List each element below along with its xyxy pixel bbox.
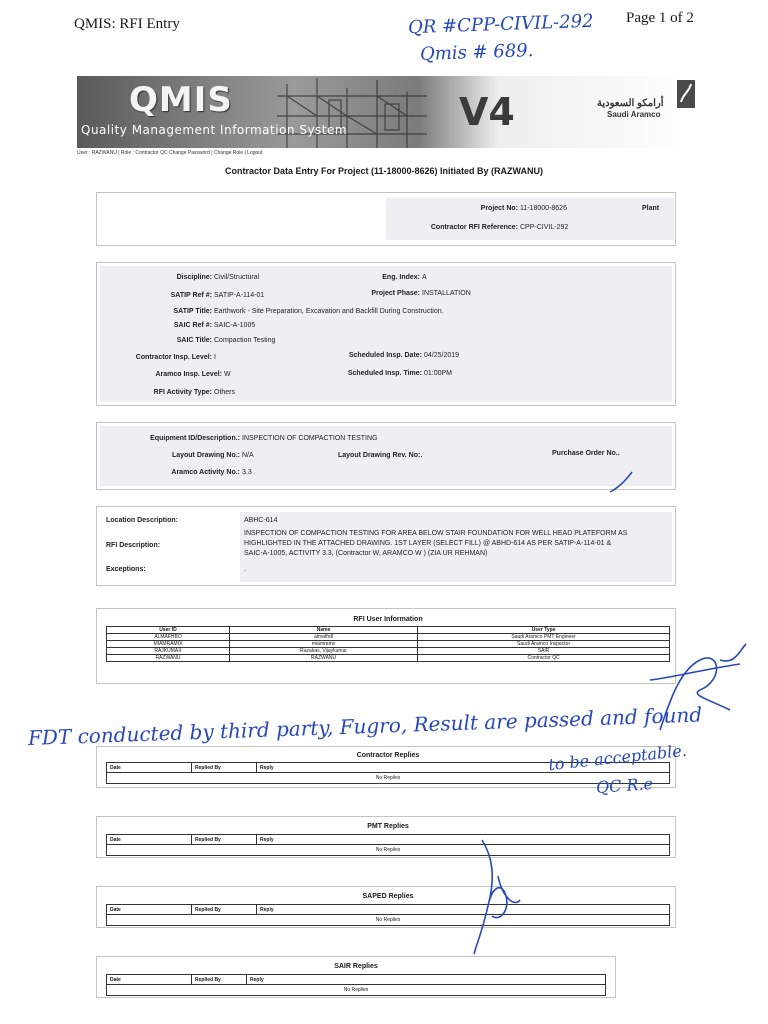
exceptions-value: .	[244, 566, 246, 573]
page-number: Page 1 of 2	[626, 10, 694, 26]
cell-user-id: RAJKUMAX	[107, 648, 230, 655]
qmis-banner	[77, 76, 697, 148]
rfi-ref-value: CPP-CIVIL-292	[520, 224, 569, 231]
sair-replies-table	[106, 974, 606, 996]
eng-index-value: A	[422, 274, 427, 281]
handwritten-signature-top	[640, 640, 750, 740]
saic-title-label: SAIC Title:	[176, 337, 212, 344]
aramco-logo-icon	[677, 80, 695, 108]
location-value: ABHC-614	[244, 517, 278, 524]
handwritten-qmis-number: Qmis # 689.	[419, 40, 534, 65]
rfi-description-line-3: SAIC-A-1005, ACTIVITY 3.3, (Contractor W, ARAMCO W ) (ZIA UR REHMAN)	[244, 550, 488, 557]
saped-replies-caption: SAPED Replies	[362, 893, 414, 900]
location-label: Location Description:	[106, 517, 178, 524]
col-user-type: User Type	[418, 627, 670, 634]
activity-type-label: RFI Activity Type:	[153, 389, 212, 396]
cell-user-type: Saudi Aramco Inspector	[418, 641, 670, 648]
col-user-id: User ID	[107, 627, 230, 634]
equipment-value: INSPECTION OF COMPACTION TESTING	[242, 435, 378, 442]
satip-ref-label: SATIP Ref #:	[170, 292, 212, 299]
satip-ref-value: SATIP-A-114-01	[214, 292, 265, 299]
location-panel	[240, 512, 672, 582]
col-reply: Reply	[260, 765, 274, 771]
aramco-level-value: W	[224, 371, 231, 378]
equipment-label: Equipment ID/Description.:	[150, 435, 240, 442]
saic-ref-value: SAIC-A-1005	[214, 322, 256, 329]
col-reply: Reply	[260, 907, 274, 913]
plant-label: Plant	[642, 205, 660, 212]
activity-type-value: Others	[214, 389, 236, 396]
table-row	[107, 648, 670, 655]
saic-ref-label: SAIC Ref #:	[173, 322, 212, 329]
no-replies-text: No Replies	[375, 775, 401, 781]
sched-date-label: Scheduled Insp. Date:	[348, 352, 422, 359]
aramco-name-arabic: أرامكو السعودية	[597, 98, 664, 109]
sair-replies-caption: SAIR Replies	[334, 963, 378, 970]
entry-heading: Contractor Data Entry For Project (11-18000-8626) Initiated By (RAZWANU)	[224, 166, 544, 176]
activity-no-value: 3.3	[242, 469, 252, 476]
discipline-value: Civil/Structural	[214, 274, 260, 281]
cell-user-id: ALMAFHBO	[107, 634, 230, 641]
handwritten-note-line-3: QC R.e	[595, 774, 654, 797]
col-date: Date	[107, 975, 192, 984]
handwritten-signature-middle	[462, 836, 522, 956]
aramco-name-english: Saudi Aramco	[607, 110, 661, 119]
rfi-description-line-2: HIGHLIGHTED IN THE ATTACHED DRAWING. 1ST LAYER (SELECT FILL) @ ABHD-614 AS PER SATIP-A-114-01 &	[244, 540, 612, 547]
col-name: Name	[229, 627, 417, 634]
project-phase-label: Project Phase:	[371, 290, 420, 297]
user-info-table	[106, 626, 670, 662]
layout-no-label: Layout Drawing No.:	[171, 452, 240, 459]
table-header-row	[107, 627, 670, 634]
table-row	[107, 641, 670, 648]
user-bar: User : RAZWANU | Role : Contractor QC Change Password | Change Role | Logout	[77, 150, 263, 156]
cell-name: almafhdl	[229, 634, 417, 641]
sched-date-value: 04/25/2019	[424, 352, 460, 359]
rfi-description-label: RFI Description:	[106, 542, 161, 549]
qmis-subtitle: Quality Management Information System	[81, 123, 348, 137]
handwritten-note: FDT conducted by third party, Fugro, Result are passed and found	[27, 702, 703, 750]
print-title: QMIS: RFI Entry	[74, 16, 180, 32]
cell-user-type: SAIR	[418, 648, 670, 655]
cell-user-type: Saudi Aramco PMT Engineer	[418, 634, 670, 641]
col-replied-by: Replied By	[192, 905, 257, 914]
cell-name: miamramx	[229, 641, 417, 648]
aramco-level-label: Aramco Insp. Level:	[155, 371, 222, 378]
discipline-label: Discipline:	[176, 274, 212, 281]
eng-index-label: Eng. Index:	[382, 274, 420, 281]
sched-time-label: Scheduled Insp. Time:	[347, 370, 422, 377]
contractor-replies-caption: Contractor Replies	[356, 752, 420, 759]
handwritten-tick-mark	[606, 470, 636, 494]
project-no-value: 11-18000-8626	[520, 205, 567, 212]
sched-time-value: 01:00PM	[424, 370, 453, 377]
saped-replies-table	[106, 904, 670, 926]
qmis-logo: QMIS	[129, 80, 233, 120]
no-replies-text: No Replies	[375, 847, 401, 853]
activity-no-label: Aramco Activity No.:	[171, 469, 240, 476]
cell-user-id: MIAMRAMIX	[107, 641, 230, 648]
no-replies-text: No Replies	[343, 987, 369, 993]
satip-panel	[100, 266, 672, 402]
layout-no-value: N/A	[242, 452, 254, 459]
table-row	[107, 655, 670, 662]
saic-title-value: Compaction Testing	[214, 337, 276, 344]
plant-structure-icon	[277, 76, 427, 148]
contractor-level-label: Contractor Insp. Level:	[135, 354, 212, 361]
project-no-label: Project No:	[480, 205, 518, 212]
satip-title-label: SATIP Title:	[173, 308, 212, 315]
col-replied-by: Replied By	[192, 975, 247, 984]
contractor-level-value: I	[214, 354, 216, 361]
rfi-ref-label: Contractor RFI Reference:	[430, 224, 518, 231]
layout-rev-label: Layout Drawing Rev. No:.	[338, 452, 423, 459]
col-replied-by: Replied By	[192, 835, 257, 844]
no-replies-text: No Replies	[375, 917, 401, 923]
col-reply: Reply	[250, 977, 264, 983]
col-replied-by: Replied By	[192, 763, 257, 772]
col-reply: Reply	[260, 837, 274, 843]
col-date: Date	[107, 763, 192, 772]
table-row	[107, 634, 670, 641]
satip-title-value: Earthwork - Site Preparation, Excavation and Backfill During Construction.	[214, 308, 444, 315]
project-phase-value: INSTALLATION	[422, 290, 471, 297]
cell-name: Razakas, Vijaykumar	[229, 648, 417, 655]
exceptions-label: Exceptions:	[106, 566, 146, 573]
pmt-replies-caption: PMT Replies	[367, 823, 409, 830]
pmt-replies-table	[106, 834, 670, 856]
rfi-description-line-1: INSPECTION OF COMPACTION TESTING FOR AREA BELOW STAIR FOUNDATION FOR WELL HEAD PLATEFORM AS	[244, 530, 628, 537]
version-label: V4	[459, 90, 515, 134]
cell-name: RAZWANU	[229, 655, 417, 662]
user-info-caption: RFI User Information	[353, 616, 423, 623]
cell-user-type: Contractor QC	[418, 655, 670, 662]
cell-user-id: RAZWANU	[107, 655, 230, 662]
handwritten-qr-number: QR #CPP-CIVIL-292	[407, 10, 594, 39]
col-date: Date	[107, 905, 192, 914]
handwritten-note-line-2: to be acceptable.	[547, 740, 688, 775]
col-date: Date	[107, 835, 192, 844]
po-label: Purchase Order No..	[552, 450, 620, 457]
